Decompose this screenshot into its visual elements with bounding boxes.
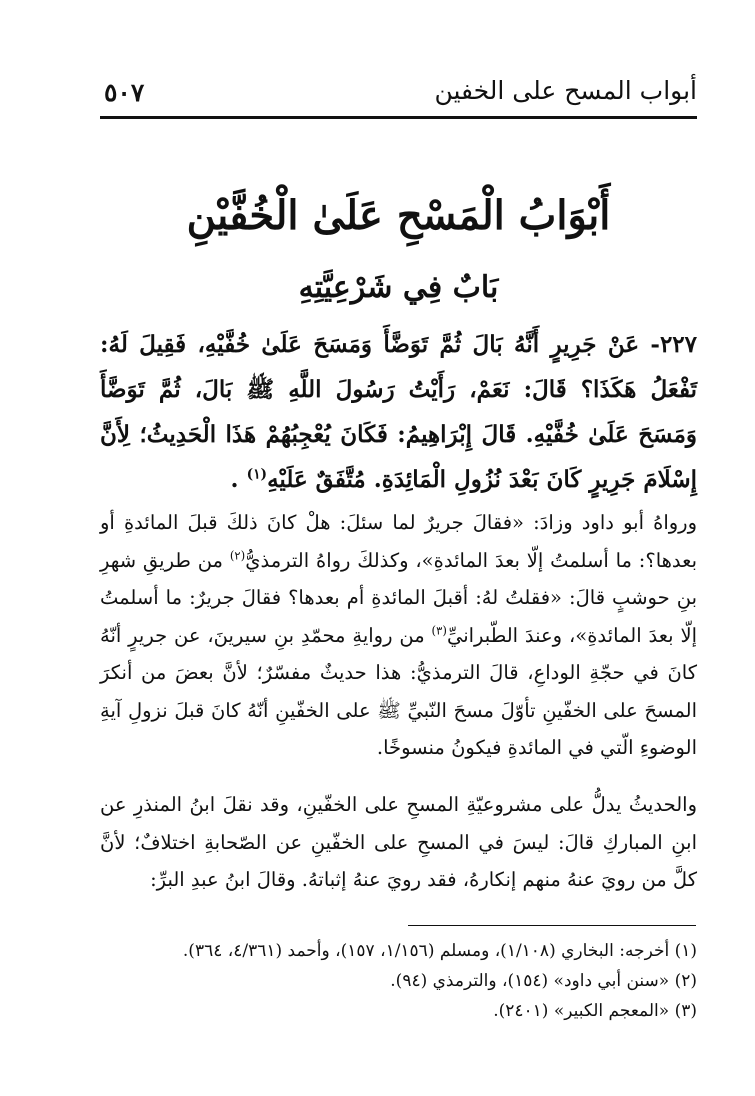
commentary-paragraph-2: والحديثُ يدلُّ على مشروعيّةِ المسحِ على الخفّينِ، وقد نقلَ ابنُ المنذرِ عن ابنِ المباركِ قالَ: ليسَ في المسحِ على الخفّينِ عن الصّحابةِ اختلافٌ؛ لأنَّ كلَّ من رويَ عنهُ منهم إنكارهُ، فقد رويَ عنهُ إثباتهُ. وقالَ ابنُ عبدِ البرِّ: xyxy=(100,793,697,891)
paragraph1-part3: من روايةِ محمّدِ بنِ سيرينَ، عن جريرٍ أنّهُ كانَ في حجّةِ الوداعِ، قالَ الترمذيُّ: هذا حديثٌ مفسّرٌ؛ لأنَّ بعضَ من أنكرَ المسحَ على الخفّينِ تأوّلَ مسحَ النّبيِّ ﷺ على الخفّينِ أنّهُ كانَ قبلَ نزولِ آيةِ الوضوءِ الّتي في المائدةِ فيكونُ منسوخًا. xyxy=(100,623,697,759)
section-title: بَابٌ فِي شَرْعِيَّتِهِ xyxy=(298,270,499,305)
hadith-body: ٢٢٧- عَنْ جَرِيرٍ أَنَّهُ بَالَ ثُمَّ تَوَضَّأَ وَمَسَحَ عَلَىٰ خُفَّيْهِ، فَقِيلَ لَهُ: تَفْعَلُ هَكَذَا؟ قَالَ: نَعَمْ، رَأَيْتُ رَسُولَ اللَّهِ ﷺ بَالَ، ثُمَّ تَوَضَّأَ وَمَسَحَ عَلَىٰ خُفَّيْهِ. قَالَ إِبْرَاهِيمُ: فَكَانَ يُعْجِبُهُمْ هَذَا الْحَدِيثُ؛ لِأَنَّ إِسْلَامَ جَرِيرٍ كَانَ بَعْدَ نُزُولِ الْمَائِدَةِ. مُتَّفَقٌ عَلَيْهِ xyxy=(100,331,697,493)
chapter-title: أَبْوَابُ الْمَسْحِ عَلَىٰ الْخُفَّيْنِ xyxy=(186,192,611,239)
footnote-1: (١) أخرجه: البخاري (١/١٠٨)، ومسلم (١/١٥٦، ١٥٧)، وأحمد (٤/٣٦١، ٣٦٤). xyxy=(182,941,697,961)
page-number: ٥٠٧ xyxy=(104,78,145,107)
footnote-ref-1: (١) xyxy=(246,466,268,483)
running-title: أبواب المسح على الخفين xyxy=(434,76,697,105)
running-header xyxy=(100,72,697,119)
paragraph1-part1: ورواهُ أبو داود وزادَ: «فقالَ جريرٌ لما سئلَ: هلْ كانَ ذلكَ قبلَ المائدةِ أو بعدها؟: ما أسلمتُ إلّا بعدَ المائدةِ»، وكذلكَ رواهُ الترمذيُّ xyxy=(100,511,697,572)
footnote-ref-3: (٣) xyxy=(431,623,447,637)
footnote-3: (٣) «المعجم الكبير» (٢٤٠١). xyxy=(493,1001,697,1021)
hadith-text xyxy=(100,322,697,502)
footnote-2: (٢) «سنن أبي داود» (١٥٤)، والترمذي (٩٤). xyxy=(390,971,697,991)
footnote-ref-2: (٢) xyxy=(229,548,246,562)
footnote-divider xyxy=(408,925,696,926)
paragraph1-part2: من طريقِ شهرِ بنِ حوشبٍ قالَ: «فقلتُ لهُ: أقبلَ المائدةِ أم بعدها؟ فقالَ جريرٌ: ما أسلمتُ إلّا بعدَ المائدةِ»، وعندَ الطّبرانيِّ xyxy=(100,548,697,647)
commentary-paragraph-1 xyxy=(100,504,697,767)
footnotes xyxy=(100,936,697,1026)
hadith-end: . xyxy=(230,466,239,493)
